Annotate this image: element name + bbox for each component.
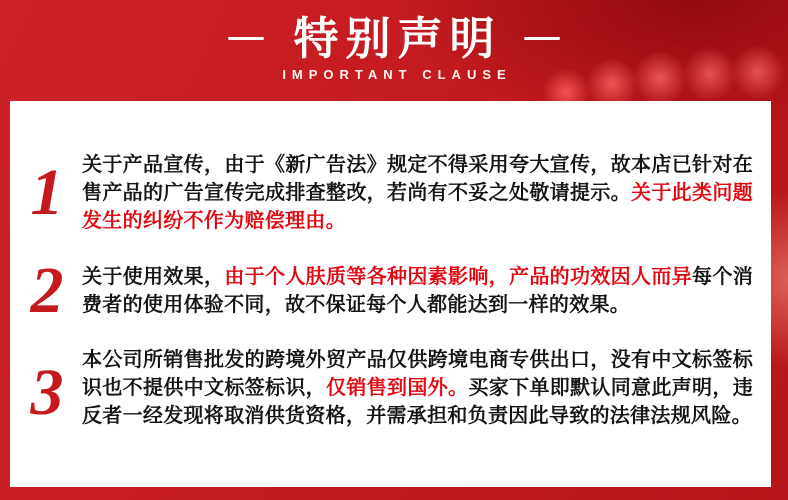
header-dash-left bbox=[228, 37, 264, 40]
body-text: 关于使用效果， bbox=[82, 266, 225, 288]
body-text: 买家下单即默认同意此声明，违反者一经发现将取消供货资格，并需承担和负责因此导致的法律法规风险。 bbox=[82, 377, 753, 427]
clause-3-number: 3 bbox=[30, 356, 64, 429]
clause-2-number: 2 bbox=[30, 254, 64, 327]
statement-card bbox=[10, 101, 771, 487]
banner-header bbox=[0, 0, 788, 82]
banner-title: 特别声明 bbox=[293, 13, 502, 64]
banner-title-row bbox=[0, 14, 788, 64]
clause-3 bbox=[22, 346, 753, 430]
clause-3-text bbox=[72, 346, 753, 430]
clause-1 bbox=[22, 151, 753, 235]
banner-subtitle: IMPORTANT CLAUSE bbox=[282, 66, 512, 82]
emphasis-text: 由于个人肤质等各种因素影响，产品的功效因人而异 bbox=[224, 266, 693, 288]
clause-2 bbox=[22, 254, 753, 327]
header-dash-right bbox=[524, 37, 560, 40]
clause-2-text bbox=[72, 263, 753, 319]
body-text: 关于产品宣传，由于《新广告法》规定不得采用夸大宣传，故本店已针对在售产品的广告宣传完成排查整改，若尚有不妥之处敬请提示。 bbox=[82, 154, 753, 204]
body-text: 每个消费者的使用体验不同，故不保证每个人都能达到一样的效果。 bbox=[82, 266, 753, 316]
emphasis-text: 关于此类问题发生的纠纷不作为赔偿理由。 bbox=[82, 182, 753, 232]
clause-1-number: 1 bbox=[30, 156, 64, 229]
emphasis-text: 仅销售到国外。 bbox=[326, 377, 469, 399]
clause-1-text bbox=[72, 151, 753, 235]
body-text: 本公司所销售批发的跨境外贸产品仅供跨境电商专供出口，没有中文标签标识也不提供中文标签标识， bbox=[82, 349, 753, 399]
